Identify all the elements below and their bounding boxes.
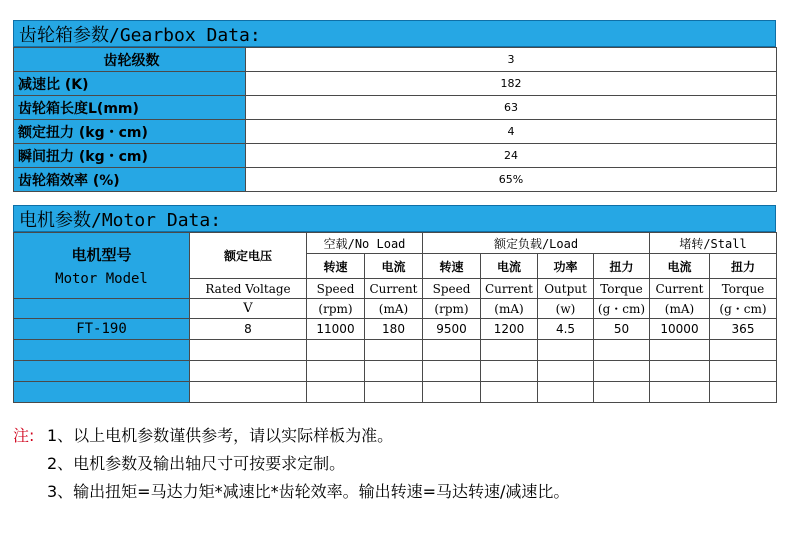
unit-cell: (mA) bbox=[650, 299, 710, 319]
voltage-value: 8 bbox=[190, 319, 307, 340]
table-row bbox=[14, 299, 777, 319]
sub-header-cn: 电流 bbox=[365, 254, 423, 279]
empty-cell bbox=[14, 361, 190, 382]
table-row bbox=[14, 144, 777, 168]
voltage-unit: V bbox=[190, 299, 307, 319]
empty-cell bbox=[14, 340, 190, 361]
unit-cell: (g・cm) bbox=[594, 299, 650, 319]
empty-cell bbox=[307, 382, 365, 403]
instant-torque-value: 24 bbox=[246, 144, 777, 168]
data-cell: 50 bbox=[594, 319, 650, 340]
empty-cell bbox=[481, 361, 538, 382]
rated-voltage-header-cn: 额定电压 bbox=[190, 233, 307, 279]
sub-header-en: Current bbox=[365, 279, 423, 299]
rated-torque-label: 额定扭力 (kg・cm) bbox=[14, 120, 246, 144]
unit-cell: (rpm) bbox=[423, 299, 481, 319]
unit-cell: (g・cm) bbox=[710, 299, 777, 319]
stall-header: 堵转/Stall bbox=[650, 233, 777, 254]
note-item bbox=[13, 450, 569, 478]
data-cell: 365 bbox=[710, 319, 777, 340]
model-value: FT-190 bbox=[14, 319, 190, 340]
data-cell: 1200 bbox=[481, 319, 538, 340]
unit-cell: (mA) bbox=[481, 299, 538, 319]
empty-cell bbox=[423, 382, 481, 403]
empty-cell bbox=[481, 382, 538, 403]
no-load-header: 空载/No Load bbox=[307, 233, 423, 254]
rated-voltage-header-en: Rated Voltage bbox=[190, 279, 307, 299]
empty-cell bbox=[307, 340, 365, 361]
empty-cell bbox=[423, 361, 481, 382]
sub-header-cn: 转速 bbox=[307, 254, 365, 279]
notes-section bbox=[13, 422, 569, 506]
table-row bbox=[14, 340, 777, 361]
sub-header-en: Current bbox=[481, 279, 538, 299]
empty-cell bbox=[594, 361, 650, 382]
sub-header-en: Torque bbox=[710, 279, 777, 299]
sub-header-en: Speed bbox=[423, 279, 481, 299]
empty-cell bbox=[365, 382, 423, 403]
gearbox-length-value: 63 bbox=[246, 96, 777, 120]
data-cell: 9500 bbox=[423, 319, 481, 340]
table-row bbox=[14, 361, 777, 382]
empty-cell bbox=[594, 382, 650, 403]
sub-header-en: Torque bbox=[594, 279, 650, 299]
empty-cell bbox=[710, 340, 777, 361]
note-spacer bbox=[13, 478, 47, 506]
note-prefix: 注: bbox=[13, 426, 35, 445]
note-item bbox=[13, 422, 569, 450]
empty-cell bbox=[538, 382, 594, 403]
data-cell: 4.5 bbox=[538, 319, 594, 340]
reduction-ratio-value: 182 bbox=[246, 72, 777, 96]
gearbox-length-label: 齿轮箱长度L(mm) bbox=[14, 96, 246, 120]
sub-header-cn: 转速 bbox=[423, 254, 481, 279]
model-unit-cell bbox=[14, 299, 190, 319]
table-row bbox=[14, 382, 777, 403]
note-text: 1、以上电机参数谨供参考，请以实际样板为准。 bbox=[47, 426, 394, 445]
data-cell: 180 bbox=[365, 319, 423, 340]
sub-header-en: Current bbox=[650, 279, 710, 299]
empty-cell bbox=[594, 340, 650, 361]
empty-cell bbox=[650, 361, 710, 382]
gearbox-section-title: 齿轮箱参数/Gearbox Data: bbox=[13, 20, 776, 47]
empty-cell bbox=[650, 382, 710, 403]
reduction-ratio-label: 减速比 (K) bbox=[14, 72, 246, 96]
empty-cell bbox=[481, 340, 538, 361]
empty-cell bbox=[190, 361, 307, 382]
table-row bbox=[14, 72, 777, 96]
sub-header-cn: 扭力 bbox=[710, 254, 777, 279]
sub-header-cn: 功率 bbox=[538, 254, 594, 279]
note-text: 2、电机参数及输出轴尺寸可按要求定制。 bbox=[47, 454, 346, 473]
empty-cell bbox=[307, 361, 365, 382]
empty-cell bbox=[423, 340, 481, 361]
table-row bbox=[14, 319, 777, 340]
instant-torque-label: 瞬间扭力 (kg・cm) bbox=[14, 144, 246, 168]
empty-cell bbox=[710, 361, 777, 382]
note-item bbox=[13, 478, 569, 506]
empty-cell bbox=[538, 361, 594, 382]
note-spacer bbox=[13, 450, 47, 478]
note-text: 3、输出扭矩=马达力矩*减速比*齿轮效率。输出转速=马达转速/减速比。 bbox=[47, 482, 570, 501]
unit-cell: (mA) bbox=[365, 299, 423, 319]
empty-cell bbox=[538, 340, 594, 361]
table-row bbox=[14, 120, 777, 144]
gearbox-efficiency-value: 65% bbox=[246, 168, 777, 192]
sub-header-cn: 电流 bbox=[481, 254, 538, 279]
model-header-cn: 电机型号 bbox=[71, 246, 132, 264]
model-header bbox=[14, 233, 190, 299]
empty-cell bbox=[190, 382, 307, 403]
table-row bbox=[14, 233, 777, 254]
table-row bbox=[14, 168, 777, 192]
sub-header-cn: 扭力 bbox=[594, 254, 650, 279]
unit-cell: (w) bbox=[538, 299, 594, 319]
unit-cell: (rpm) bbox=[307, 299, 365, 319]
rated-torque-value: 4 bbox=[246, 120, 777, 144]
empty-cell bbox=[365, 361, 423, 382]
data-cell: 11000 bbox=[307, 319, 365, 340]
table-row bbox=[14, 96, 777, 120]
motor-table bbox=[13, 232, 777, 403]
data-cell: 10000 bbox=[650, 319, 710, 340]
table-row bbox=[14, 48, 777, 72]
empty-cell bbox=[14, 382, 190, 403]
empty-cell bbox=[365, 340, 423, 361]
model-header-en: Motor Model bbox=[55, 271, 148, 287]
sub-header-en: Speed bbox=[307, 279, 365, 299]
empty-cell bbox=[710, 382, 777, 403]
sub-header-en: Output bbox=[538, 279, 594, 299]
gearbox-efficiency-label: 齿轮箱效率 (%) bbox=[14, 168, 246, 192]
motor-section-title: 电机参数/Motor Data: bbox=[13, 205, 776, 232]
rated-load-header: 额定负载/Load bbox=[423, 233, 650, 254]
gear-stage-value: 3 bbox=[246, 48, 777, 72]
empty-cell bbox=[650, 340, 710, 361]
gear-stage-label: 齿轮级数 bbox=[14, 48, 246, 72]
gearbox-table bbox=[13, 47, 777, 192]
sub-header-cn: 电流 bbox=[650, 254, 710, 279]
empty-cell bbox=[190, 340, 307, 361]
